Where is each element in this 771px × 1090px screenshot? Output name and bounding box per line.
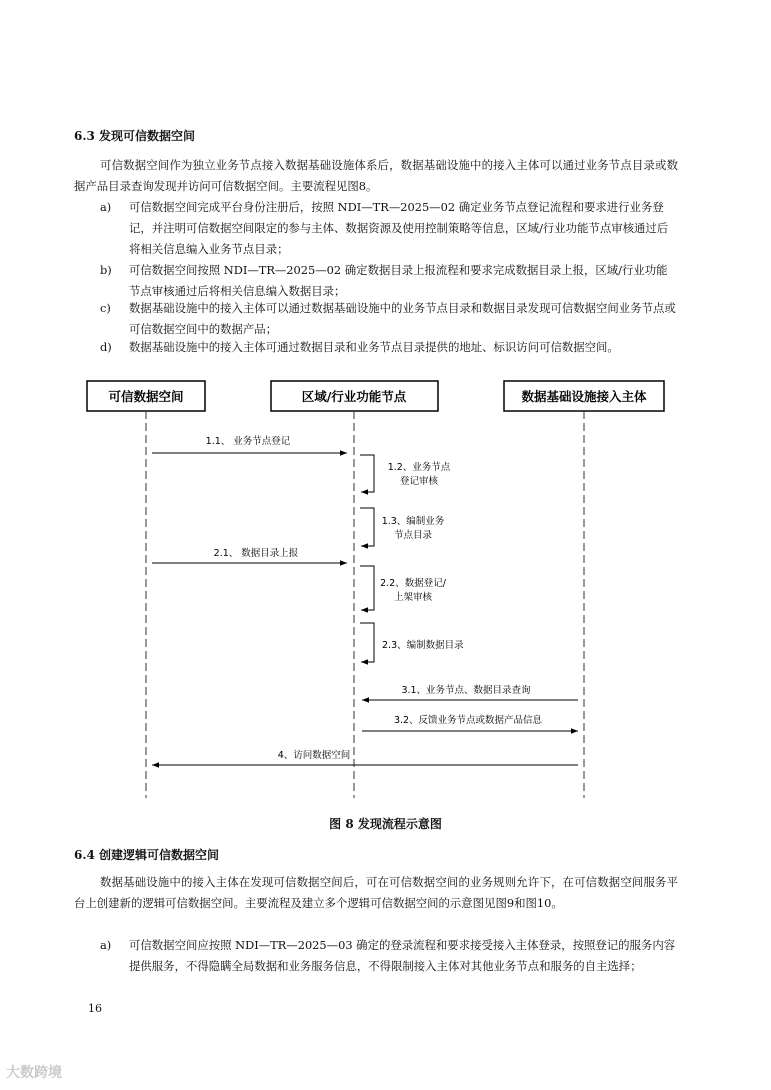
lane-trusted-data-space: 可信数据空间 bbox=[108, 389, 184, 404]
item-6-4-a-marker: a) bbox=[100, 938, 112, 952]
step-2-2-label-line1: 2.2、数据登记/ bbox=[380, 578, 446, 589]
step-2-3-self-arrow bbox=[360, 623, 374, 662]
step-1-3-self-arrow bbox=[360, 508, 374, 546]
step-1-1-label: 1.1、 业务节点登记 bbox=[205, 436, 291, 447]
watermark-logo: 大数跨境 bbox=[6, 1065, 62, 1081]
step-4-label: 4、访问数据空间 bbox=[277, 750, 351, 761]
item-c-text: 数据基础设施中的接入主体可以通过数据基础设施中的业务节点目录和数据目录发现可信数据空间业务节点或可信数据空间中的数据产品； bbox=[129, 301, 676, 336]
lane-access-entity: 数据基础设施接入主体 bbox=[521, 389, 647, 404]
item-d-text: 数据基础设施中的接入主体可通过数据目录和业务节点目录提供的地址、标识访问可信数据空间。 bbox=[129, 340, 619, 354]
item-a-text: 可信数据空间完成平台身份注册后，按照 NDI—TR—2025—02 确定业务节点登记流程和要求进行业务登记，并注明可信数据空间限定的参与主体、数据资源及使用控制策略等信息，区域/行业功能节点审核通过后将相关信息编入业务节点目录； bbox=[129, 200, 669, 256]
section-6-3-title: 6.3 发现可信数据空间 bbox=[74, 129, 196, 143]
step-2-2-label-line2: 上架审核 bbox=[393, 592, 433, 603]
section-6-3-intro: 可信数据空间作为独立业务节点接入数据基础设施体系后，数据基础设施中的接入主体可以通过业务节点目录或数据产品目录查询发现并访问可信数据空间。主要流程见图8。 bbox=[74, 158, 678, 193]
item-a-marker: a) bbox=[100, 200, 112, 214]
step-3-1-label: 3.1、业务节点、数据目录查询 bbox=[401, 685, 531, 696]
item-6-4-a-text: 可信数据空间应按照 NDI—TR—2025—03 确定的登录流程和要求接受接入主体登录，按照登记的服务内容提供服务，不得隐瞒全局数据和业务服务信息，不得限制接入主体对其他业务节点和服务的自主选择； bbox=[129, 938, 676, 973]
step-1-3-label-line1: 1.3、编制业务 bbox=[381, 516, 445, 527]
step-2-3-label: 2.3、编制数据目录 bbox=[382, 640, 464, 651]
step-1-3-label-line2: 节点目录 bbox=[393, 530, 433, 541]
page-number: 16 bbox=[88, 1002, 102, 1015]
step-2-2-self-arrow bbox=[360, 566, 374, 610]
section-6-4-title: 6.4 创建逻辑可信数据空间 bbox=[74, 848, 220, 862]
figure-caption: 图 8 发现流程示意图 bbox=[329, 817, 442, 831]
step-2-1-label: 2.1、 数据目录上报 bbox=[213, 548, 299, 559]
item-b-text: 可信数据空间按照 NDI—TR—2025—02 确定数据目录上报流程和要求完成数据目录上报，区域/行业功能节点审核通过后将相关信息编入数据目录； bbox=[129, 263, 668, 298]
step-3-2-label: 3.2、反馈业务节点或数据产品信息 bbox=[393, 715, 543, 726]
item-d-marker: d) bbox=[100, 340, 112, 354]
item-c-marker: c) bbox=[100, 301, 111, 315]
step-1-2-self-arrow bbox=[360, 455, 374, 492]
item-b-marker: b) bbox=[100, 263, 112, 277]
lane-regional-node: 区域/行业功能节点 bbox=[301, 389, 407, 404]
step-1-2-label-line1: 1.2、业务节点 bbox=[387, 462, 451, 473]
section-6-4-intro: 数据基础设施中的接入主体在发现可信数据空间后，可在可信数据空间的业务规则允许下，在可信数据空间服务平台上创建新的逻辑可信数据空间。主要流程及建立多个逻辑可信数据空间的示意图见图9和图10。 bbox=[74, 875, 678, 910]
step-1-2-label-line2: 登记审核 bbox=[399, 476, 439, 487]
